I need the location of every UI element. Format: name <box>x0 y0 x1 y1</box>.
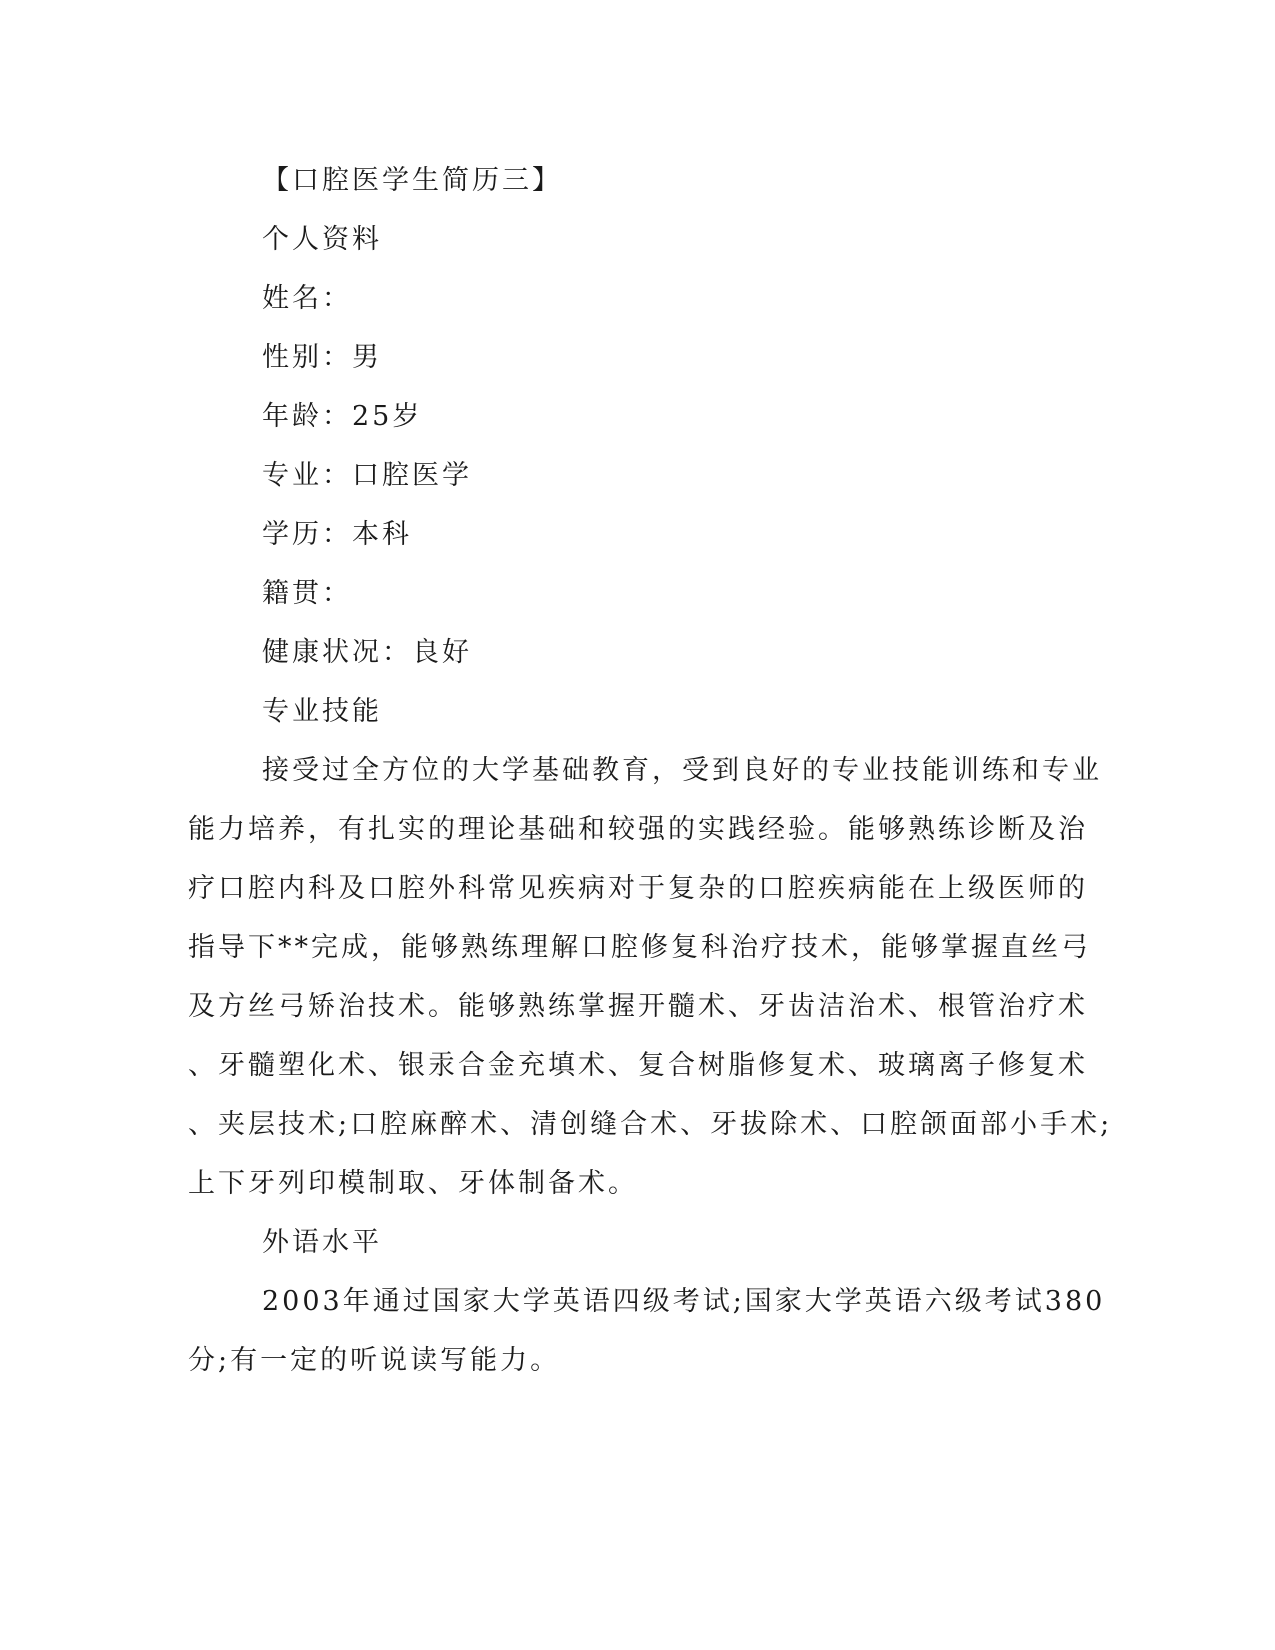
skills-paragraph-line: 接受过全方位的大学基础教育，受到良好的专业技能训练和专业 <box>262 755 1102 786</box>
skills-paragraph-line: 、牙髓塑化术、银汞合金充填术、复合树脂修复术、玻璃离子修复术 <box>188 1050 1088 1081</box>
skills-paragraph-line: 上下牙列印模制取、牙体制备术。 <box>188 1168 638 1199</box>
native-place-field: 籍贯： <box>262 578 352 609</box>
document-title: 【口腔医学生简历三】 <box>262 165 562 196</box>
health-field: 健康状况：良好 <box>262 637 472 668</box>
name-field: 姓名： <box>262 283 352 314</box>
skills-paragraph-line: 、夹层技术;口腔麻醉术、清创缝合术、牙拔除术、口腔颌面部小手术; <box>188 1109 1113 1140</box>
personal-section-heading: 个人资料 <box>262 224 382 255</box>
age-field: 年龄：25岁 <box>262 401 423 432</box>
gender-field: 性别：男 <box>262 342 382 373</box>
language-section-heading: 外语水平 <box>262 1227 382 1258</box>
skills-paragraph-line: 疗口腔内科及口腔外科常见疾病对于复杂的口腔疾病能在上级医师的 <box>188 873 1088 904</box>
major-field: 专业：口腔医学 <box>262 460 472 491</box>
skills-paragraph-line: 指导下**完成，能够熟练理解口腔修复科治疗技术，能够掌握直丝弓 <box>188 932 1091 963</box>
education-field: 学历：本科 <box>262 519 412 550</box>
language-paragraph-line: 2003年通过国家大学英语四级考试;国家大学英语六级考试380 <box>262 1286 1106 1317</box>
skills-section-heading: 专业技能 <box>262 696 382 727</box>
skills-paragraph-line: 能力培养，有扎实的理论基础和较强的实践经验。能够熟练诊断及治 <box>188 814 1088 845</box>
skills-paragraph-line: 及方丝弓矫治技术。能够熟练掌握开髓术、牙齿洁治术、根管治疗术 <box>188 991 1088 1022</box>
language-paragraph-line: 分;有一定的听说读写能力。 <box>188 1345 561 1376</box>
